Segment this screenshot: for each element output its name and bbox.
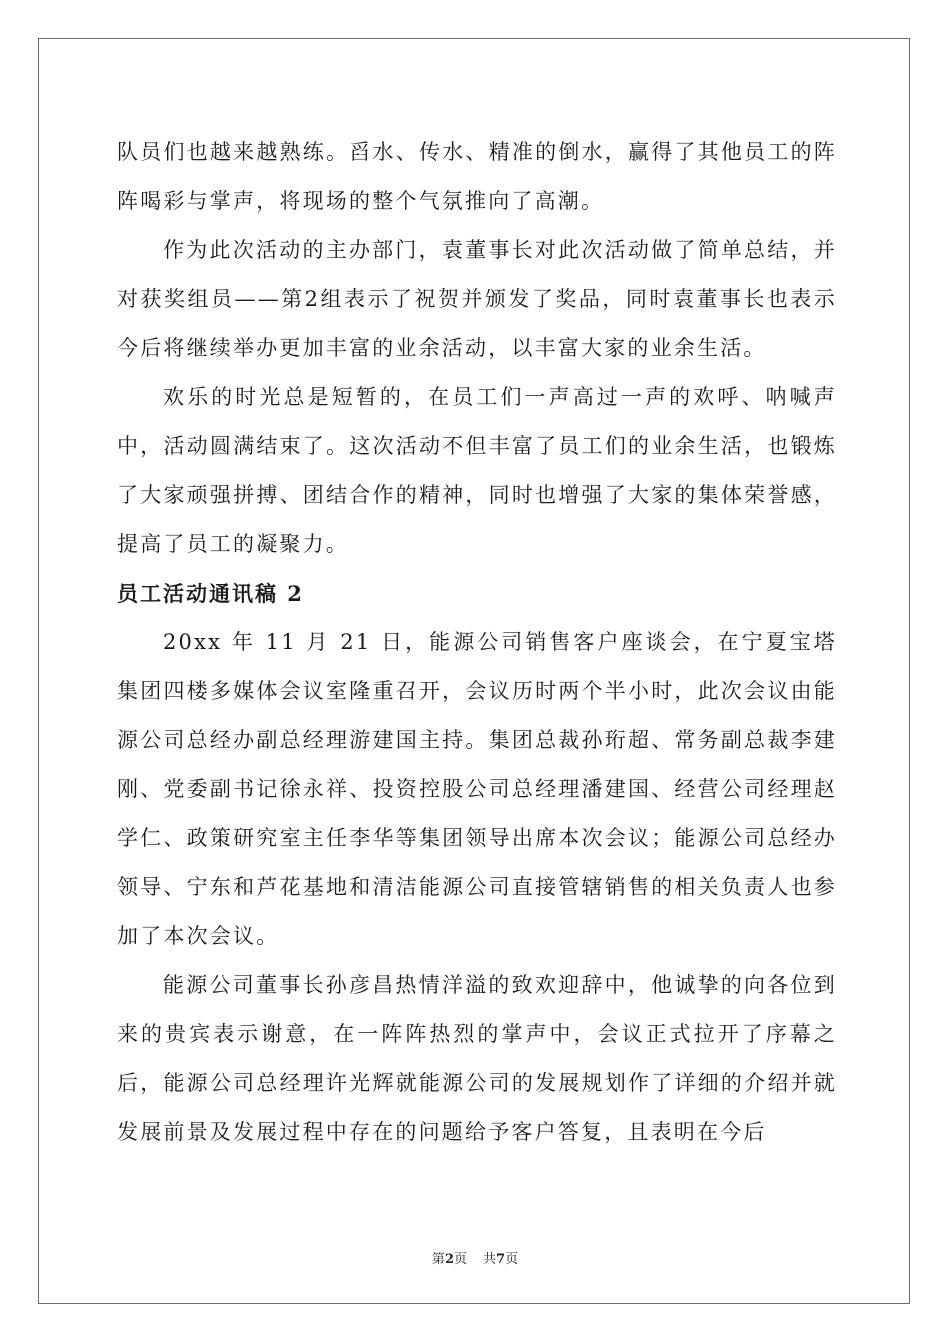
paragraph-1: 队员们也越来越熟练。舀水、传水、精准的倒水，赢得了其他员工的阵阵喝彩与掌声，将现场的整个气氛推向了高潮。 [117,140,837,213]
paragraph-2: 作为此次活动的主办部门，袁董事长对此次活动做了简单总结，并对获奖组员——第2组表示了祝贺并颁发了奖品，同时袁董事长也表示今后将继续举办更加丰富的业余活动，以丰富大家的业余生活。 [117,238,837,360]
page-suffix: 页 [453,1252,467,1267]
total-suffix: 页 [505,1252,519,1267]
total-prefix: 共 [483,1252,497,1267]
paragraph-3: 欢乐的时光总是短暂的，在员工们一声高过一声的欢呼、呐喊声中，活动圆满结束了。这次活动不但丰富了员工们的业余生活，也锻炼了大家顽强拼搏、团结合作的精神，同时也增强了大家的集体荣誉感，提高了员工的凝聚力。 [117,385,837,556]
page-number: 2 [444,1252,454,1267]
document-body [117,128,837,1157]
paragraph-5: 能源公司董事长孙彦昌热情洋溢的致欢迎辞中，他诚挚的向各位到来的贵宾表示谢意，在一阵阵热烈的掌声中，会议正式拉开了序幕之后，能源公司总经理许光辉就能源公司的发展规划作了详细的介绍并就发展前景及发展过程中存在的问题给予客户答复，且表明在今后 [117,973,837,1144]
section-heading: 员工活动通讯稿 2 [117,581,304,606]
page-footer [0,1248,950,1267]
total-pages: 7 [496,1252,506,1267]
paragraph-4: 20xx 年 11 月 21 日，能源公司销售客户座谈会，在宁夏宝塔集团四楼多媒体会议室隆重召开，会议历时两个半小时，此次会议由能源公司总经办副总经理游建国主持。集团总裁孙珩超、常务副总裁李建刚、党委副书记徐永祥、投资控股公司总经理潘建国、经营公司经理赵学仁、政策研究室主任李华等集团领导出席本次会议；能源公司总经办领导、宁东和芦花基地和清洁能源公司直接管辖销售的相关负责人也参加了本次会议。 [117,630,837,948]
page-prefix: 第 [431,1252,445,1267]
